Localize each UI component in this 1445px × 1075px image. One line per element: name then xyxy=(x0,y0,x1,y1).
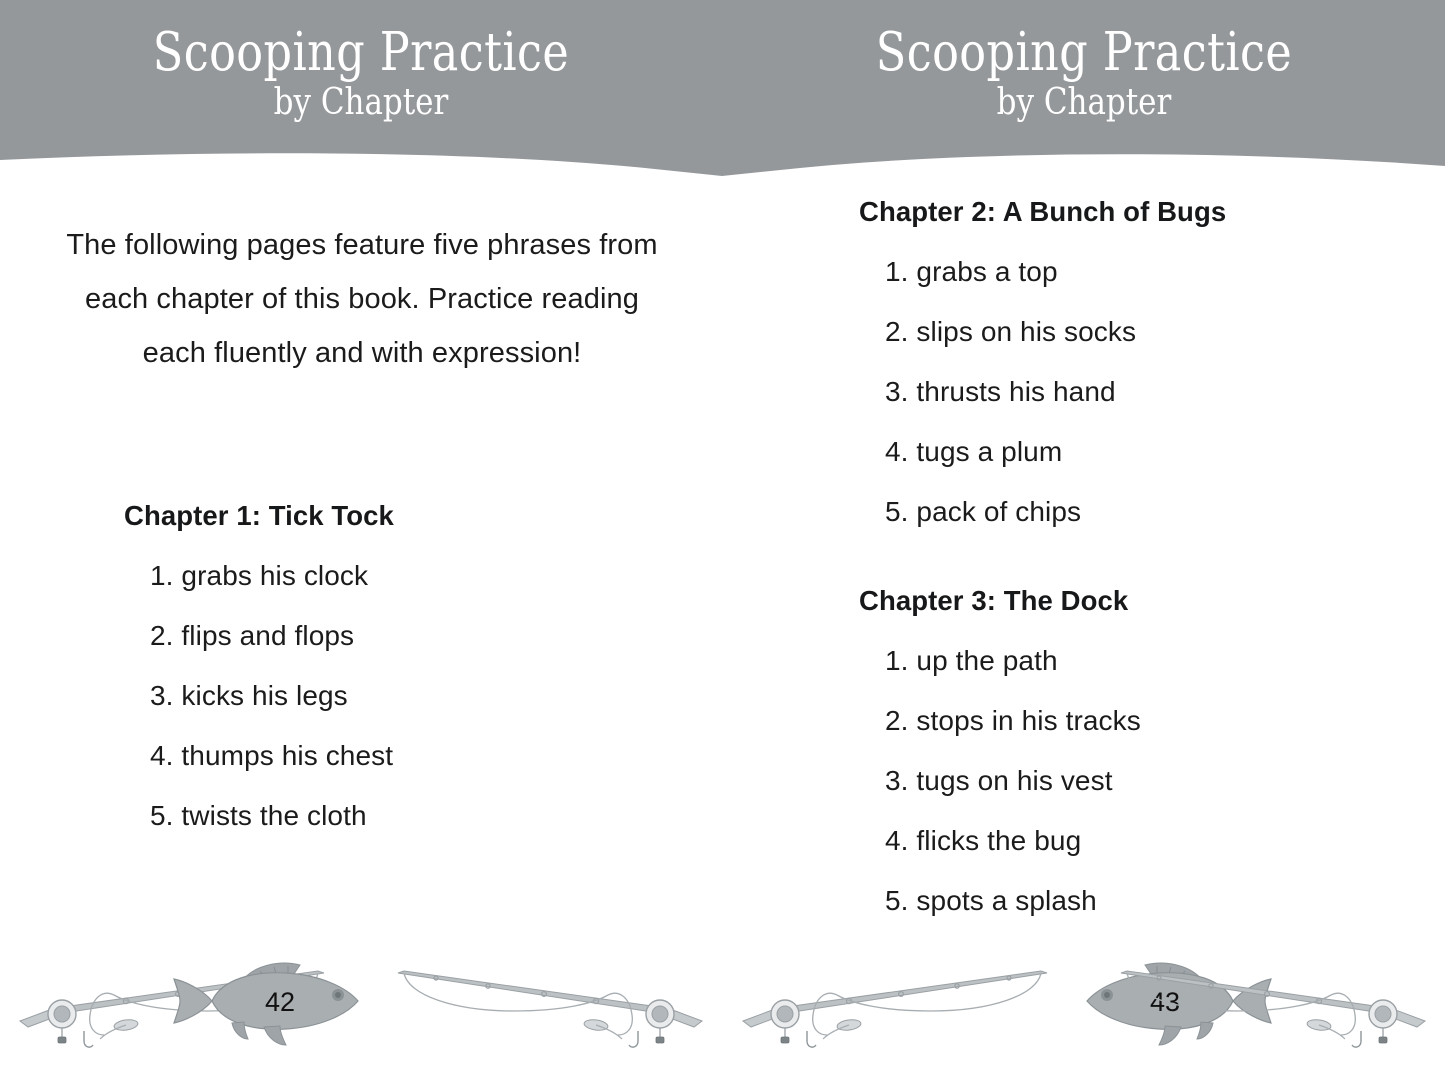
chapter-block-3 xyxy=(859,585,1445,931)
chapter-block-2 xyxy=(859,196,1445,542)
fishing-rod-icon xyxy=(743,971,1047,1047)
chapter-heading: Chapter 1: Tick Tock xyxy=(124,500,394,531)
phrase-item: 4. flicks the bug xyxy=(885,825,1082,856)
phrase-item: 2. slips on his socks xyxy=(885,316,1137,347)
right-page-footer-illustration xyxy=(723,953,1445,1053)
phrase-list xyxy=(124,546,724,846)
intro-paragraph: The following pages feature five phrases from each chapter of this book. Practice reading each fluently and with expression! xyxy=(66,229,658,369)
phrase-item: 1. up the path xyxy=(885,645,1058,676)
fish-icon xyxy=(174,963,358,1045)
phrase-item: 1. grabs his clock xyxy=(150,560,369,591)
left-page-banner xyxy=(0,0,722,160)
right-page xyxy=(723,0,1445,1075)
phrase-item: 5. pack of chips xyxy=(885,496,1082,527)
left-page-footer-illustration xyxy=(0,953,722,1053)
right-page-banner xyxy=(723,0,1445,160)
page-title: Scooping Practice xyxy=(875,22,1293,83)
phrase-item: 2. stops in his tracks xyxy=(885,705,1141,736)
left-page xyxy=(0,0,722,1075)
phrase-item: 2. flips and flops xyxy=(150,620,355,651)
phrase-item: 4. tugs a plum xyxy=(885,436,1063,467)
page-title: Scooping Practice xyxy=(152,22,570,83)
phrase-item: 3. thrusts his hand xyxy=(885,376,1116,407)
page-subtitle: by Chapter xyxy=(273,82,449,124)
phrase-item: 4. thumps his chest xyxy=(150,740,394,771)
phrase-item: 3. tugs on his vest xyxy=(885,765,1113,796)
chapter-block-1 xyxy=(124,500,724,846)
phrase-item: 1. grabs a top xyxy=(885,256,1058,287)
phrase-item: 5. spots a splash xyxy=(885,885,1097,916)
phrase-item: 3. kicks his legs xyxy=(150,680,348,711)
fishing-rod-icon xyxy=(398,971,702,1047)
chapter-heading: Chapter 3: The Dock xyxy=(859,585,1129,616)
page-number: 42 xyxy=(264,987,296,1017)
phrase-item: 5. twists the cloth xyxy=(150,800,367,831)
page-subtitle: by Chapter xyxy=(996,82,1172,124)
chapter-heading: Chapter 2: A Bunch of Bugs xyxy=(859,196,1227,227)
page-number: 43 xyxy=(1149,987,1181,1017)
phrase-list xyxy=(859,242,1445,542)
phrase-list xyxy=(859,631,1445,931)
